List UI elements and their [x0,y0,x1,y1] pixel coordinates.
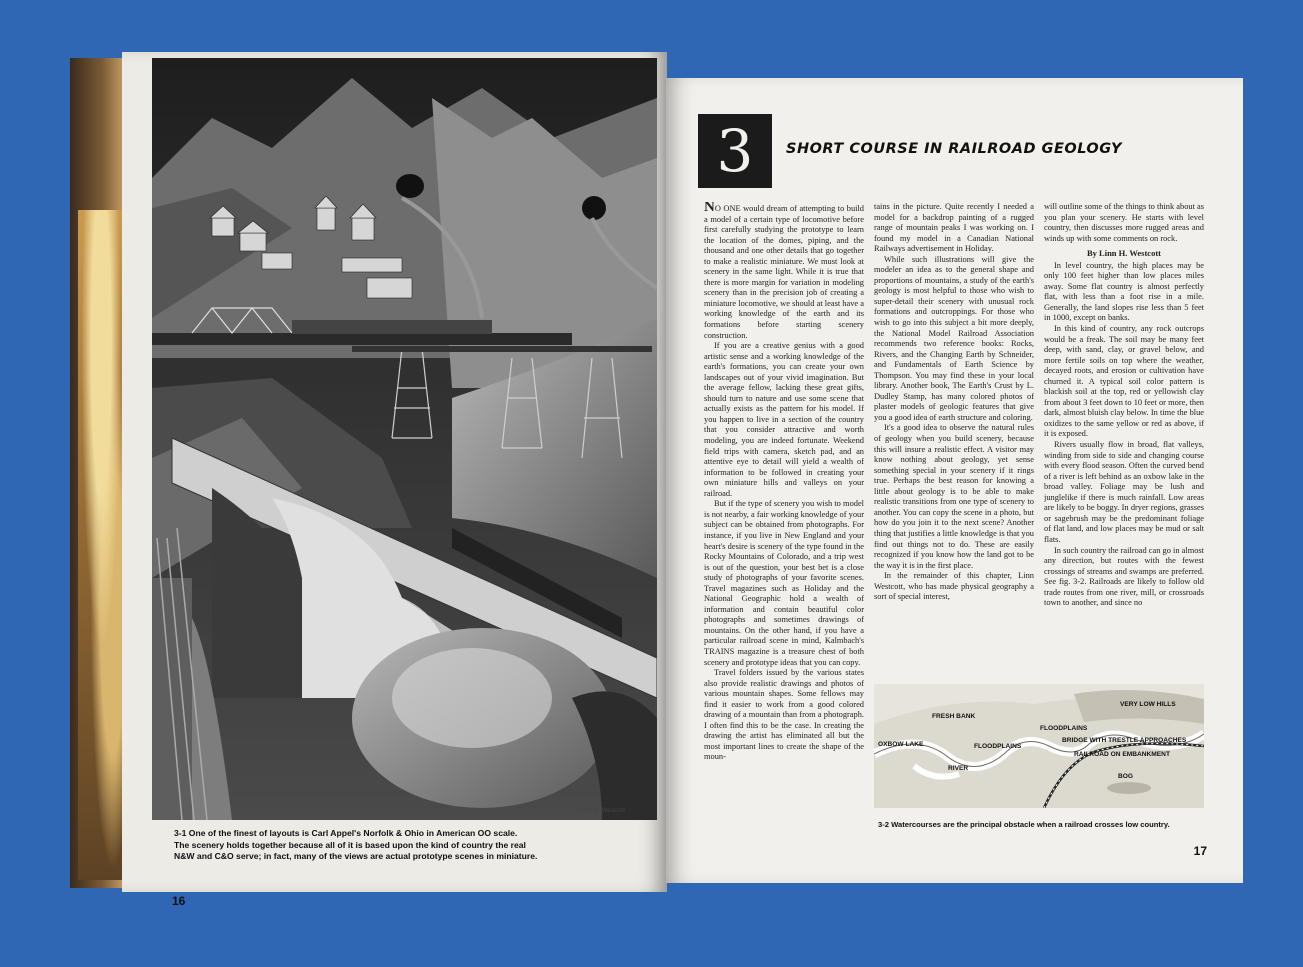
label-river: RIVER [948,765,969,772]
column-1 [704,202,864,842]
caption-line: 3-1 One of the finest of layouts is Carl Appel's Norfolk & Ohio in American OO scale. [174,828,518,838]
figure-3-2-caption: 3-2 Watercourses are the principal obstacle when a railroad crosses low country. [878,820,1170,829]
label-floodplains-2: FLOODPLAINS [974,743,1022,750]
byline: By Linn H. Westcott [1087,248,1161,259]
layout-photo-graphic [152,58,657,820]
label-railroad: RAILROAD ON EMBANKMENT [1074,751,1170,758]
paragraph: In level country, the high places may be only 100 feet higher than low places miles away. Some flat country is almost perfectly flat, with less than a foot rise in a mile. Generally, the land slopes rise less than 5 feet in 1000, except on banks. [1044,260,1204,323]
paragraph: In the remainder of this chapter, Linn Westcott, who has made physical geography a sort of special interest, [874,571,1034,602]
page-number-left: 16 [172,894,186,908]
label-floodplains-1: FLOODPLAINS [1040,725,1088,732]
chapter-title: SHORT COURSE IN RAILROAD GEOLOGY [786,141,1123,157]
watercourse-illustration [874,684,1204,808]
paragraph: While such illustrations will give the modeler an idea as to the general shape and proportions of mountains, a study of the earth's geology is most helpful to those who wish to super-detail their scenery with unusual rock formations and outcroppings. For those who wish to go into this subject a bit more deeply, the National Model Railroad Association recommends two reference books: Rocks, Rivers, and the Changing Earth by Schneider, and Fundamentals of Earth Science by Thompson. You may find these in your local library. Another book, The Earth's Crust by L. Dudley Stamp, has many colored photos of plaster models of geologic features that give you a good idea of earth structure and coloring. [874,254,1034,422]
left-page [122,52,667,908]
label-bog: BOG [1118,773,1134,780]
drop-cap: N [704,202,715,215]
figure-3-2-drawing [874,684,1204,808]
paragraph: It's a good idea to observe the natural rules of geology when you build scenery, because this will insure a realistic effect. A visitor may know nothing about geology, yet sense something special in your scenery if it rings true. Perhaps the best reason for knowing a little about geology is to be able to make realistic transitions from one type of scenery to another. You can copy the scene in a photo, but how do you join it to the next scene? Another thing that justifies a little knowledge is that you find out things not to do. These are easily recognized if you know how the land got to be the way it is in the first place. [874,423,1034,570]
chapter-number: 3 [698,114,772,188]
photo-credit: Linn H. Westcott [581,808,625,814]
paragraph: tains in the picture. Quite recently I needed a model for a backdrop painting of a rugged range of mountain peaks I was working on. I found my model in a Canadian National Railways advertisement in Holiday. [874,202,1034,254]
label-fresh-bank: FRESH BANK [932,713,976,720]
label-oxbow-lake: OXBOW LAKE [878,741,924,748]
paragraph: Rivers usually flow in broad, flat valleys, winding from side to side and changing course with every flood season. Often the curved bend of a river is left behind as an oxbow lake in the broad valley. Foliage may be lush and junglelike if there is much rainfall. Low areas are likely to be boggy. In dryer regions, grasses or sagebrush may be the predominant foliage of flat land, and low places may be mud or salt flats. [1044,440,1204,544]
layout-photo [152,58,657,820]
paragraph: In such country the railroad can go in almost any direction, but routes with the fewest crossings of streams and swamps are preferred. See fig. 3-2. Railroads are likely to follow old trade routes from one river, mill, or crossroads town to another, and since no [1044,545,1204,608]
paragraph: In this kind of country, any rock outcrops would be a freak. The soil may be many feet deep, with sand, clay, or gravel below, and more fertile soils on top where the weather, decayed roots, and erosion or cultivation have churned it. A typical soil color pattern is blackish soil at the top, red or yellowish clay from about 3 feet down to 10 feet or more, then dark, almost bluish clay below. In time the blue oxidizes to the same yellow or red as above, if it is exposed. [1044,324,1204,439]
page-number-right: 17 [1193,844,1207,858]
right-page [666,78,1243,883]
caption-line: The scenery holds together because all of it is based upon the kind of country the real [174,839,526,850]
paragraph: If you are a creative genius with a good artistic sense and a working knowledge of the earth's formations, you can create your own landscapes out of your vivid imagination. But the average fellow, lacking these great gifts, should turn to nature and use some scene that actually exists as the pattern for his model. If you happen to live in a section of the country that you consider attractive and worth modeling, you are indeed fortunate. Weekend field trips with camera, sketch pad, and an attentive eye to detail will yield a wealth of information to be followed in creating your own miniature hills and valleys on your railroad. [704,341,864,498]
paragraph-text: O ONE would dream of attempting to build a model of a certain type of locomotive before first carefully studying the prototype to learn the location of the domes, piping, and the thousand and one other details that go together to make a realistic miniature. We must look at scenery in the same light. While it is true that there is more margin for variation in modeling scenery than in the precision job of creating a miniature locomotive, we should at least have a working knowledge of the earth and its formations before starting scenery construction. [704,204,864,340]
caption-line: N&W and C&O serve; in fact, many of the views are actual prototype scenes in miniature. [174,851,538,861]
paragraph: But if the type of scenery you wish to model is not nearby, a fair working knowledge of your subject can be obtained from photographs. For instance, if you live in New England and your heart's desire is scenery of the type found in the Rocky Mountains of Colorado, and a trip west is out of the question, your best bet is a close study of photographs of your favorite scenes. Travel magazines such as Holiday and the National Geographic hold a wealth of information and contain beautiful color photographs and sometimes drawings of mountains. On the other hand, if you have a particular railroad scene in mind, Kalmbach's TRAINS magazine is a treasure chest of both scenery and prototype ideas that you can copy. [704,499,864,667]
label-bridge: BRIDGE WITH TRESTLE APPROACHES [1062,737,1187,744]
paragraph [704,202,864,341]
paragraph: will outline some of the things to think about as you plan your scenery. He starts with level country, then discusses more rugged areas and winds up with some comments on rock. [1044,202,1204,243]
figure-3-1-caption [174,828,644,863]
paragraph: Travel folders issued by the various states also provide realistic drawings and photos of various mountain shapes. Some fellows may find it easier to work from a good colored drawing of a mountain than from a photograph. I often find this to be the case. In creating the drawing the artist has eliminated all but the most important lines to create the shape of the moun- [704,668,864,762]
label-very-low-hills: VERY LOW HILLS [1120,701,1176,708]
